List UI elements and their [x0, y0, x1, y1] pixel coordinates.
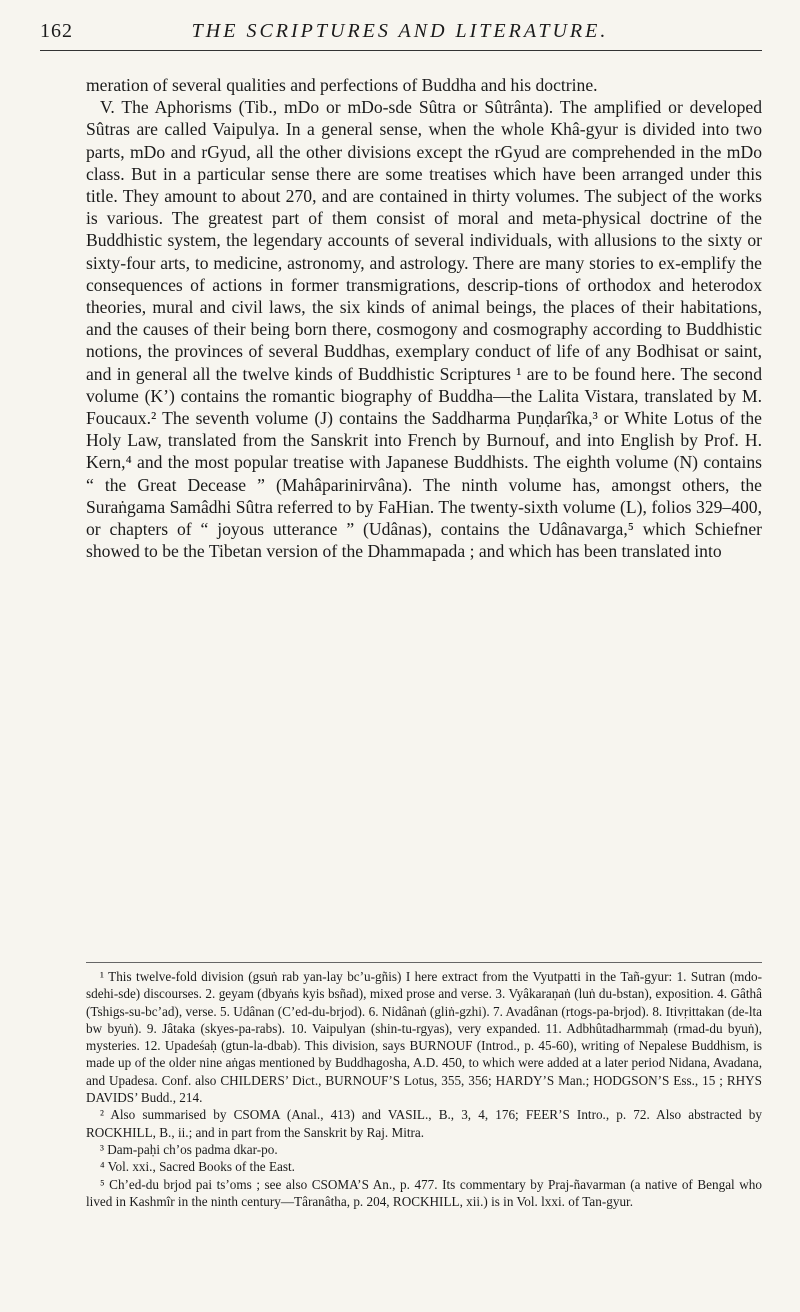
footnote-rule	[86, 962, 762, 963]
page-header	[0, 20, 800, 54]
paragraph-continuation: meration of several qualities and perfections of Buddha and his doctrine.	[86, 75, 598, 95]
footnote-4: ⁴ Vol. xxi., Sacred Books of the East.	[100, 1159, 295, 1175]
footnote-3: ³ Dam-paḥi ch’os padma dkar-po.	[100, 1141, 278, 1157]
running-title: THE SCRIPTURES AND LITERATURE.	[191, 20, 609, 42]
header-rule	[40, 50, 762, 51]
footnotes	[86, 968, 762, 1210]
footnote-5: ⁵ Ch’ed-du brjod pai ts’oms ; see also CSOMA’S An., p. 477. Its commentary by Praj-ñavarman (a native of Bengal who lived in Kashmîr in the ninth century—Târanâtha, p. 204, ROCKHILL, xii.) is in Vol. lxxi. of Tan-gyur.	[86, 1176, 762, 1209]
footnote-2: ² Also summarised by CSOMA (Anal., 413) and VASIL., B., 3, 4, 176; FEER’S Intro., p. 72. Also abstracted by ROCKHILL, B., ii.; and in part from the Sanskrit by Raj. Mitra.	[86, 1107, 762, 1140]
main-text	[86, 74, 762, 562]
footnote-1: ¹ This twelve-fold division (gsuṅ rab yan-lay bc’u-gñis) I here extract from the Vyutpatti in the Tañ-gyur: 1. Sutran (mdo-sdehi-sde) discourses. 2. geyam (dbyaṅs kyis bsñad), mixed prose and verse. 3. Vyâkaraṇaṅ (luṅ du-bstan), exposition. 4. Gâthâ (Tshigs-su-bc’ad), verse. 5. Udânan (C’ed-du-brjod). 6. Nidânaṅ (gliṅ-gzhi). 7. Avadânan (rtogs-pa-brjod). 8. Itivṛittakan (de-lta bw byuṅ). 9. Jâtaka (skyes-pa-rabs). 10. Vaipulyan (shin-tu-rgyas), very expanded. 11. Adbhûtadharmmaḥ (rmad-du byuṅ), mysteries. 12. Upadeśaḥ (gtun-la-dbab). This division, says BURNOUF (Introd., p. 45-60), writing of Nepalese Buddhism, is made up of the older nine aṅgas mentioned by Buddhagosha, A.D. 450, to which were added at a later period Nidana, Avadana, and Upadesa. Conf. also CHILDERS’ Dict., BURNOUF’S Lotus, 355, 356; HARDY’S Man.; HODGSON’S Ess., 15 ; RHYS DAVIDS’ Budd., 214.	[86, 969, 762, 1106]
paragraph-aphorisms: V. The Aphorisms (Tib., mDo or mDo-sde Sûtra or Sûtrânta). The amplified or developed Sûtras are called Vaipulya. In a general sense, when the whole Khâ-gyur is divided into two parts, mDo and rGyud, all the other divisions except the rGyud are comprehended in the mDo class. But in a particular sense there are some treatises which have been arranged under this title. They amount to about 270, and are contained in thirty volumes. The subject of the works is various. The greatest part of them consist of moral and meta-physical doctrine of the Buddhistic system, the legendary accounts of several individuals, with allusions to the sixty or sixty-four arts, to medicine, astronomy, and astrology. There are many stories to ex-emplify the consequences of actions in former transmigrations, descrip-tions of orthodox and heterodox theories, mural and civil laws, the six kinds of animal beings, the places of their habitations, and the causes of their being born there, cosmogony and cosmography according to Buddhistic notions, the provinces of several Buddhas, exemplary conduct of life of any Bodhisat or saint, and in general all the twelve kinds of Buddhistic Scriptures ¹ are to be found here. The second volume (K’) contains the romantic biography of Buddha—the Lalita Vistara, translated by M. Foucaux.² The seventh volume (J) contains the Saddharma Puṇḍarîka,³ or White Lotus of the Holy Law, translated from the Sanskrit into French by Burnouf, and into English by Prof. H. Kern,⁴ and the most popular treatise with Japanese Buddhists. The eighth volume (N) contains “ the Great Decease ” (Mahâparinirvâna). The ninth volume has, amongst others, the Suraṅgama Samâdhi Sûtra referred to by FaHian. The twenty-sixth volume (L), folios 329–400, or chapters of “ joyous utterance ” (Udânas), contains the Udânavarga,⁵ which Schiefner showed to be the Tibetan version of the Dhammapada ; and which has been translated into	[86, 97, 762, 562]
page-number: 162	[40, 20, 73, 42]
